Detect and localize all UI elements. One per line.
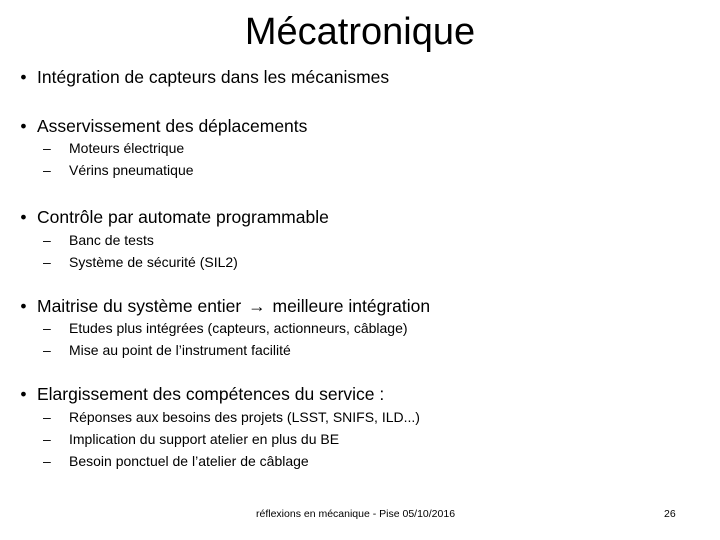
sub-item bbox=[43, 451, 309, 472]
sub-marker: – bbox=[43, 453, 51, 469]
bullet-marker: • bbox=[20, 296, 27, 316]
sub-text: Besoin ponctuel de l’atelier de câblage bbox=[69, 453, 309, 469]
sub-marker: – bbox=[43, 320, 51, 336]
right-arrow-icon: → bbox=[248, 296, 266, 316]
bullet-elargissement bbox=[10, 383, 384, 405]
sub-text: Moteurs électrique bbox=[69, 140, 185, 156]
bullet-marker: • bbox=[20, 67, 27, 87]
bullet-text: Maitrise du système entier bbox=[37, 296, 242, 316]
sub-item bbox=[43, 230, 154, 251]
sub-text: Vérins pneumatique bbox=[69, 162, 194, 178]
bullet-asservissement bbox=[10, 115, 307, 137]
sub-text: Etudes plus intégrées (capteurs, actionneurs, câblage) bbox=[69, 320, 408, 336]
bullet-maitrise bbox=[10, 295, 430, 317]
page-number: 26 bbox=[664, 508, 676, 520]
sub-text: Système de sécurité (SIL2) bbox=[69, 254, 238, 270]
sub-marker: – bbox=[43, 342, 51, 358]
sub-marker: – bbox=[43, 162, 51, 178]
sub-marker: – bbox=[43, 431, 51, 447]
bullet-marker: • bbox=[20, 207, 27, 227]
sub-marker: – bbox=[43, 140, 51, 156]
sub-marker: – bbox=[43, 254, 51, 270]
sub-text: Implication du support atelier en plus du BE bbox=[69, 431, 340, 447]
bullet-text: Asservissement des déplacements bbox=[37, 116, 308, 136]
bullet-capteurs bbox=[10, 66, 389, 88]
bullet-text: Elargissement des compétences du service : bbox=[37, 384, 385, 404]
sub-item bbox=[43, 318, 408, 339]
sub-text: Banc de tests bbox=[69, 232, 154, 248]
sub-item bbox=[43, 160, 194, 181]
sub-text: Mise au point de l’instrument facilité bbox=[69, 342, 291, 358]
sub-marker: – bbox=[43, 409, 51, 425]
sub-text: Réponses aux besoins des projets (LSST, SNIFS, ILD...) bbox=[69, 409, 420, 425]
bullet-marker: • bbox=[20, 384, 27, 404]
slide-footer: réflexions en mécanique - Pise 05/10/2016 bbox=[256, 508, 456, 520]
sub-item bbox=[43, 429, 339, 450]
slide-title: Mécatronique bbox=[244, 11, 476, 53]
bullet-text: Intégration de capteurs dans les mécanismes bbox=[37, 67, 390, 87]
bullet-text-after: meilleure intégration bbox=[272, 296, 431, 316]
sub-item bbox=[43, 407, 420, 428]
sub-item bbox=[43, 138, 184, 159]
sub-item bbox=[43, 340, 291, 361]
sub-marker: – bbox=[43, 232, 51, 248]
bullet-marker: • bbox=[20, 116, 27, 136]
sub-item bbox=[43, 252, 238, 273]
bullet-automate bbox=[10, 206, 329, 228]
bullet-text: Contrôle par automate programmable bbox=[37, 207, 329, 227]
